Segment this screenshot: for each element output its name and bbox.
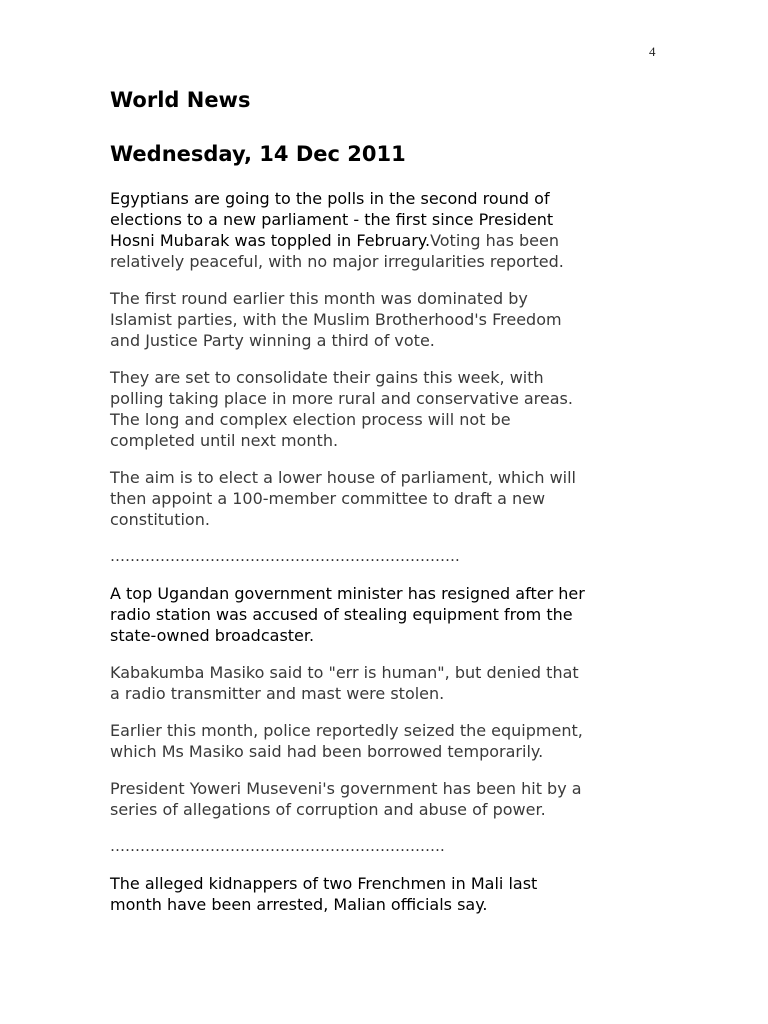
text-span: Hosni Mubarak was toppled in February. bbox=[110, 231, 431, 250]
story-separator: …………………………………………………………. bbox=[110, 837, 445, 855]
text-line: series of allegations of corruption and abuse of power. bbox=[110, 800, 546, 819]
text-line: a radio transmitter and mast were stolen. bbox=[110, 684, 445, 703]
story-separator: ……………………………………………………………. bbox=[110, 547, 460, 565]
date-heading: Wednesday, 14 Dec 2011 bbox=[110, 142, 406, 166]
story1-paragraph-3 bbox=[110, 367, 655, 451]
text-line: which Ms Masiko said had been borrowed temporarily. bbox=[110, 742, 544, 761]
story1-paragraph-2 bbox=[110, 288, 655, 351]
text-span: Voting has been bbox=[430, 231, 560, 250]
text-line: radio station was accused of stealing equipment from the bbox=[110, 605, 573, 624]
text-line: President Yoweri Museveni's government has been hit by a bbox=[110, 779, 582, 798]
text-line: Islamist parties, with the Muslim Brotherhood's Freedom bbox=[110, 310, 562, 329]
story3-paragraph-1 bbox=[110, 873, 655, 915]
text-line: Kabakumba Masiko said to "err is human", but denied that bbox=[110, 663, 579, 682]
text-line: Egyptians are going to the polls in the second round of bbox=[110, 189, 550, 208]
document-body bbox=[110, 86, 655, 931]
text-line: relatively peaceful, with no major irregularities reported. bbox=[110, 252, 564, 271]
text-line: The first round earlier this month was dominated by bbox=[110, 289, 528, 308]
text-line: then appoint a 100-member committee to draft a new bbox=[110, 489, 546, 508]
page-number: 4 bbox=[649, 44, 656, 59]
story2-paragraph-3 bbox=[110, 720, 655, 762]
story2-paragraph-2 bbox=[110, 662, 655, 704]
text-line: constitution. bbox=[110, 510, 210, 529]
text-line: polling taking place in more rural and conservative areas. bbox=[110, 389, 573, 408]
text-line: They are set to consolidate their gains this week, with bbox=[110, 368, 544, 387]
text-line: elections to a new parliament - the first since President bbox=[110, 210, 554, 229]
story2-paragraph-1 bbox=[110, 583, 655, 646]
text-line bbox=[110, 230, 655, 251]
text-line: month have been arrested, Malian officials say. bbox=[110, 895, 488, 914]
text-line: completed until next month. bbox=[110, 431, 339, 450]
text-line: The aim is to elect a lower house of parliament, which will bbox=[110, 468, 576, 487]
story2-paragraph-4 bbox=[110, 778, 655, 820]
text-line: The alleged kidnappers of two Frenchmen in Mali last bbox=[110, 874, 538, 893]
text-line: state-owned broadcaster. bbox=[110, 626, 315, 645]
story1-paragraph-4 bbox=[110, 467, 655, 530]
text-line: Earlier this month, police reportedly seized the equipment, bbox=[110, 721, 583, 740]
text-line: The long and complex election process will not be bbox=[110, 410, 511, 429]
text-line: A top Ugandan government minister has resigned after her bbox=[110, 584, 585, 603]
section-title: World News bbox=[110, 88, 251, 112]
story1-paragraph-1 bbox=[110, 188, 655, 272]
text-line: and Justice Party winning a third of vote. bbox=[110, 331, 435, 350]
